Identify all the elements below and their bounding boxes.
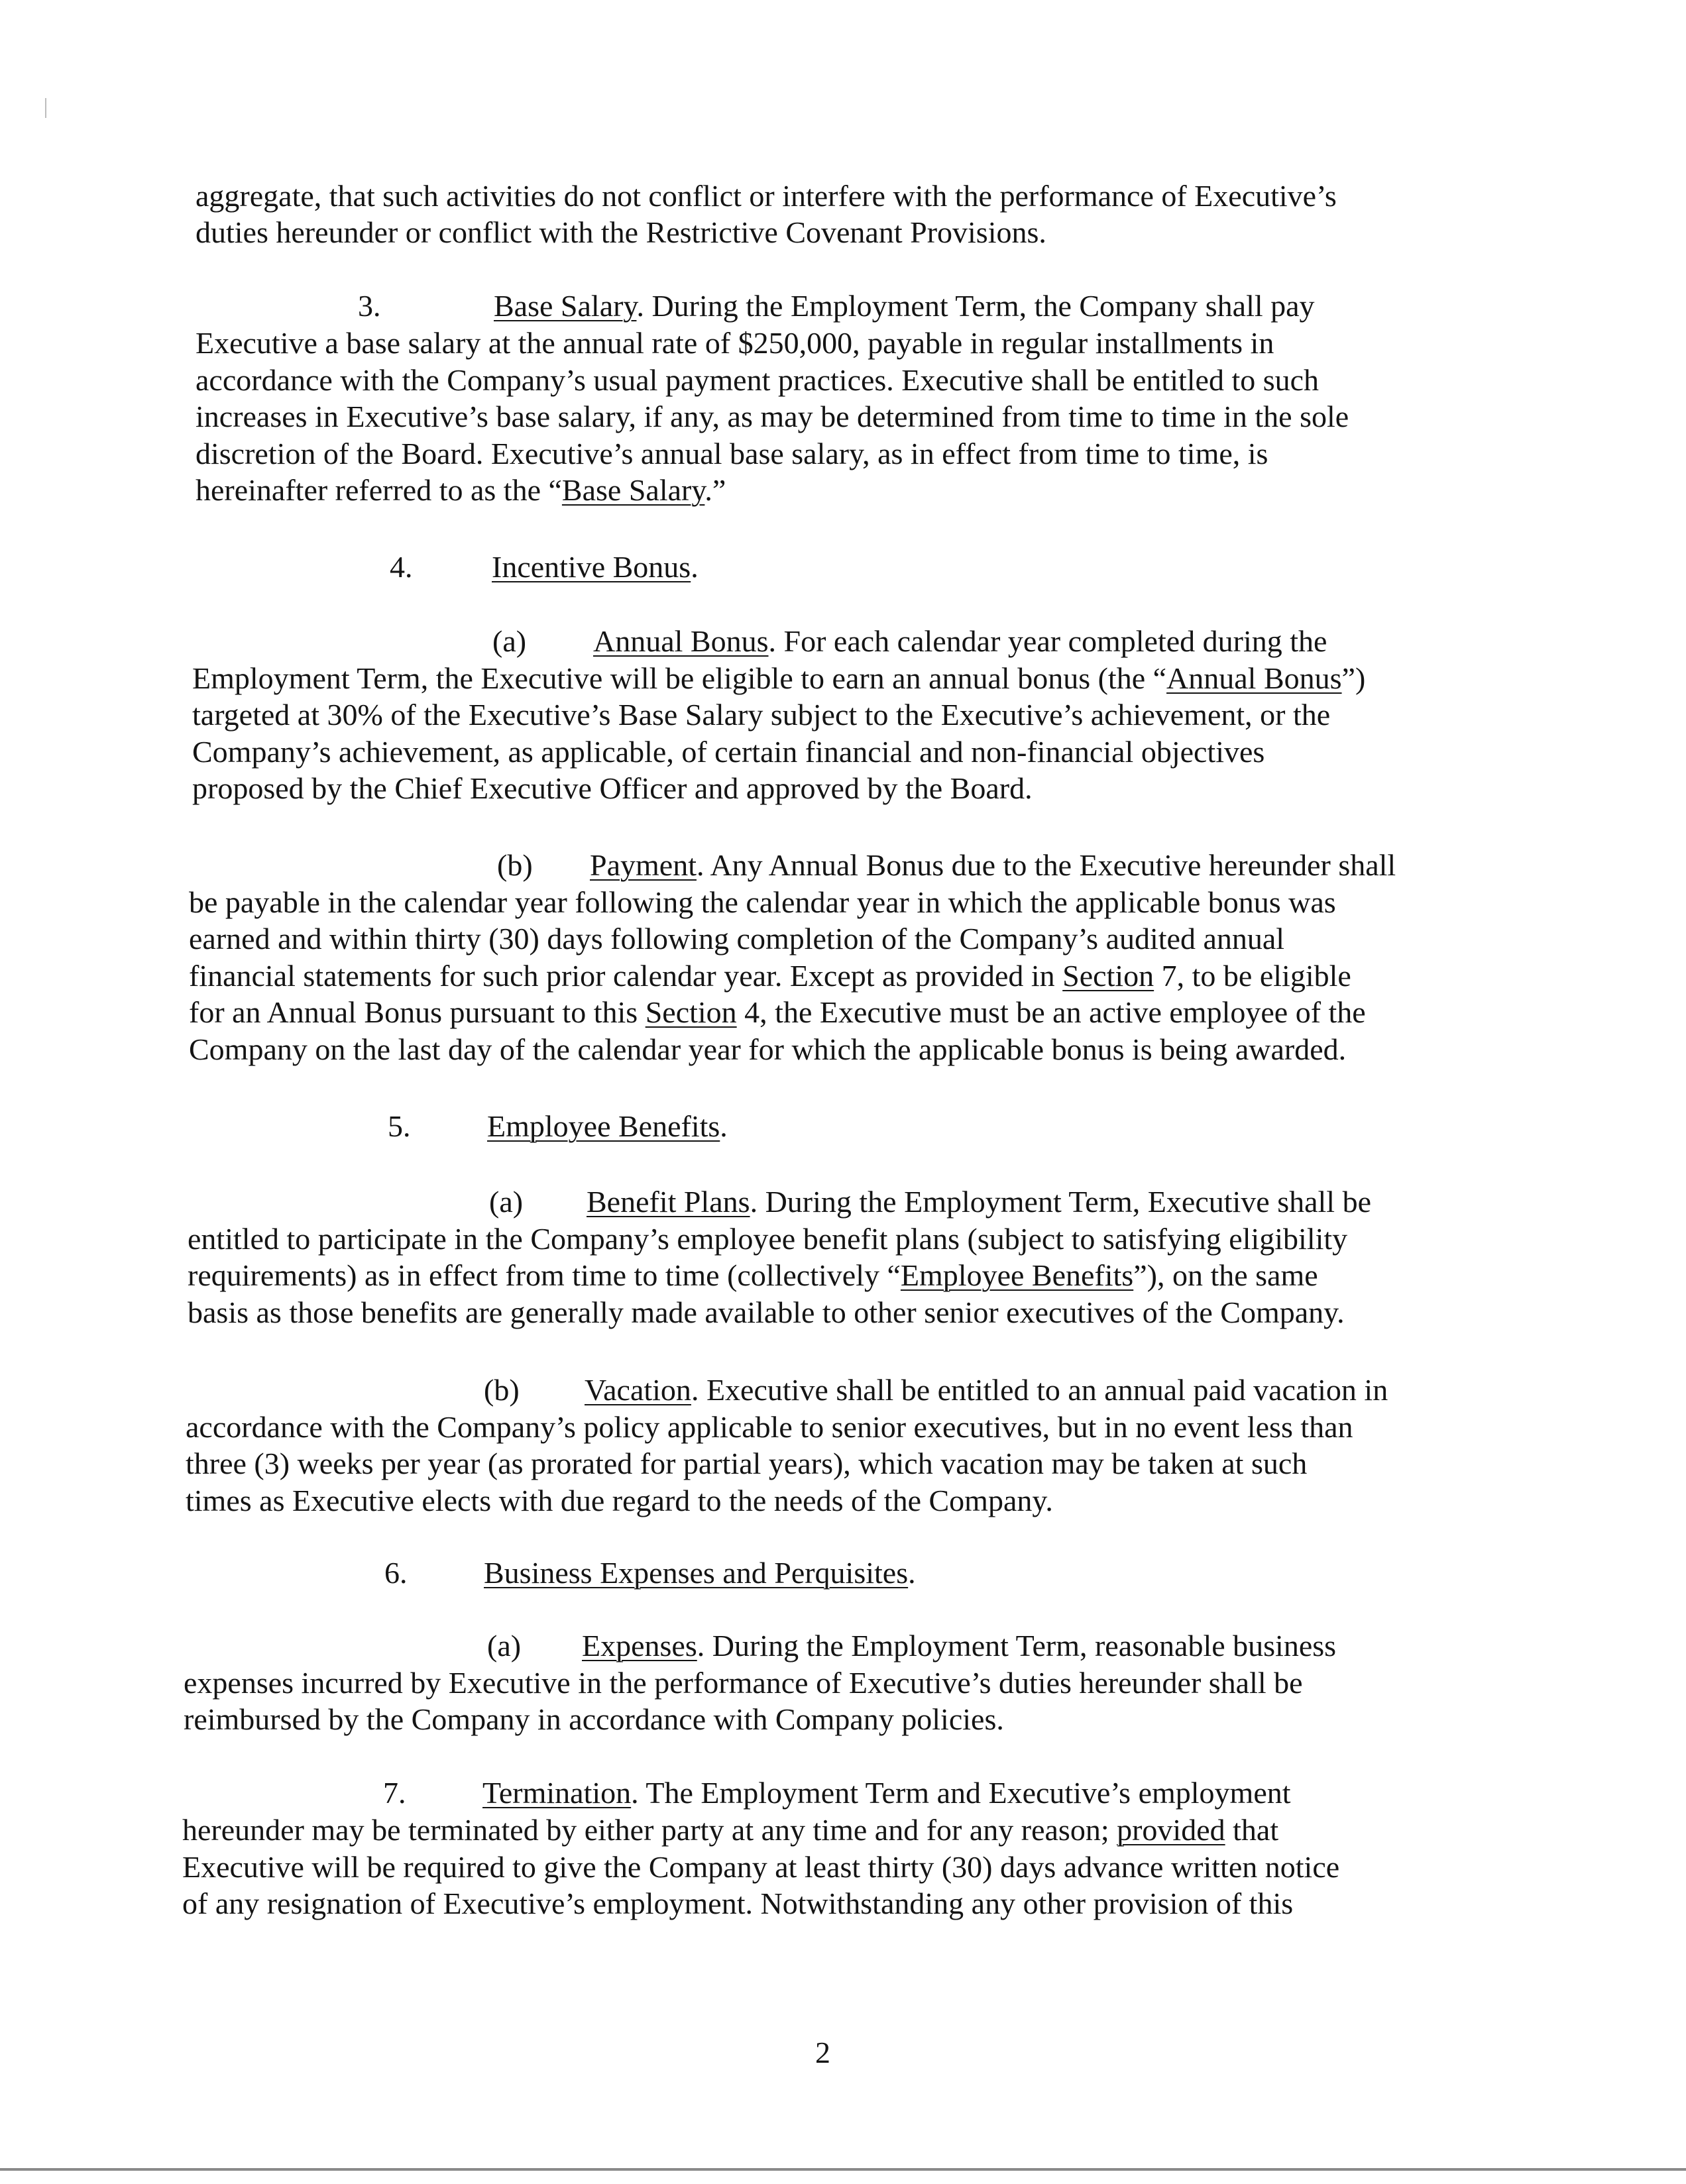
section-reference: Section xyxy=(645,995,737,1029)
text-line: accordance with the Company’s policy applicable to senior executives, but in no event less than xyxy=(186,1410,1353,1444)
text-line xyxy=(189,994,1366,1031)
defined-term: Employee Benefits xyxy=(900,1258,1134,1292)
text-span: . Any Annual Bonus due to the Executive hereunder shall xyxy=(696,848,1396,882)
section-heading xyxy=(487,1108,728,1145)
text-line xyxy=(189,957,1351,995)
subsection-title: Payment xyxy=(590,848,697,882)
section-number: 3. xyxy=(358,289,381,323)
text-line: earned and within thirty (30) days following completion of the Company’s audited annual xyxy=(189,922,1285,956)
text-line: accordance with the Company’s usual payment practices. Executive shall be entitled to such xyxy=(196,363,1320,397)
text-line: times as Executive elects with due regard to the needs of the Company. xyxy=(186,1484,1053,1517)
text-line: entitled to participate in the Company’s employee benefit plans (subject to satisfying eligibility xyxy=(188,1222,1348,1256)
section-reference: Section xyxy=(1062,959,1154,993)
text-span: . During the Employment Term, the Company shall pay xyxy=(636,289,1315,323)
text-line xyxy=(182,1812,1278,1849)
section-title: Employee Benefits xyxy=(487,1109,720,1143)
text-line xyxy=(192,660,1365,697)
defined-term: Base Salary xyxy=(561,473,705,507)
text-span: 7, to be eligible xyxy=(1154,959,1351,993)
text-line: Company on the last day of the calendar year for which the applicable bonus is being awarded. xyxy=(189,1032,1347,1066)
text-span: . xyxy=(691,550,699,584)
section-heading xyxy=(494,288,1315,325)
text-span: that xyxy=(1225,1813,1279,1847)
scan-mark xyxy=(45,98,46,118)
text-span: . xyxy=(908,1556,916,1590)
subsection-label: (a) xyxy=(487,1629,522,1663)
text-line xyxy=(196,472,726,509)
text-span: Employment Term, the Executive will be eligible to earn an annual bonus (the “ xyxy=(192,661,1167,695)
text-line xyxy=(188,1257,1318,1294)
text-line: discretion of the Board. Executive’s annual base salary, as in effect from time to time, is xyxy=(196,437,1268,470)
text-span: for an Annual Bonus pursuant to this xyxy=(189,995,646,1029)
text-line: proposed by the Chief Executive Officer and approved by the Board. xyxy=(192,771,1033,805)
subsection-label: (b) xyxy=(497,848,533,882)
defined-term: Annual Bonus xyxy=(1166,661,1342,695)
text-span: 4, the Executive must be an active employee of the xyxy=(736,995,1366,1029)
section-number: 5. xyxy=(388,1109,411,1143)
text-line: be payable in the calendar year following the calendar year in which the applicable bonus was xyxy=(189,885,1336,919)
subsection-heading xyxy=(582,1627,1336,1665)
text-line: duties hereunder or conflict with the Restrictive Covenant Provisions. xyxy=(196,215,1046,249)
section-title: Base Salary xyxy=(494,289,637,323)
text-span: . During the Employment Term, reasonable business xyxy=(697,1629,1337,1663)
text-line: targeted at 30% of the Executive’s Base Salary subject to the Executive’s achievement, or the xyxy=(192,698,1331,732)
text-line: basis as those benefits are generally made available to other senior executives of the Company. xyxy=(188,1295,1345,1329)
page-number: 2 xyxy=(815,2036,830,2069)
section-title: Incentive Bonus xyxy=(492,550,691,584)
section-heading xyxy=(482,1774,1291,1812)
subsection-heading xyxy=(587,1183,1371,1221)
section-number: 7. xyxy=(383,1776,406,1810)
text-line: of any resignation of Executive’s employment. Notwithstanding any other provision of this xyxy=(182,1886,1294,1920)
subsection-heading xyxy=(593,623,1327,660)
section-heading xyxy=(492,549,699,586)
text-span: . Executive shall be entitled to an annual paid vacation in xyxy=(691,1373,1388,1407)
scan-edge-line xyxy=(0,2168,1686,2171)
text-span: . During the Employment Term, Executive shall be xyxy=(750,1185,1372,1219)
text-line: Executive a base salary at the annual rate of $250,000, payable in regular installments in xyxy=(196,326,1274,360)
section-number: 4. xyxy=(390,550,413,584)
text-span: requirements) as in effect from time to time (collectively “ xyxy=(188,1258,901,1292)
section-heading xyxy=(484,1555,916,1592)
text-line: Company’s achievement, as applicable, of certain financial and non-financial objectives xyxy=(192,735,1265,769)
subsection-label: (a) xyxy=(492,624,527,658)
text-span: . For each calendar year completed during the xyxy=(768,624,1327,658)
section-title: Business Expenses and Perquisites xyxy=(484,1556,909,1590)
text-span: ”), on the same xyxy=(1133,1258,1318,1292)
subsection-title: Vacation xyxy=(585,1373,691,1407)
text-line: three (3) weeks per year (as prorated for partial years), which vacation may be taken at such xyxy=(186,1447,1308,1480)
text-span: hereunder may be terminated by either party at any time and for any reason; xyxy=(182,1813,1117,1847)
text-span: financial statements for such prior calendar year. Except as provided in xyxy=(189,959,1063,993)
text-line: increases in Executive’s base salary, if any, as may be determined from time to time in the sole xyxy=(196,400,1349,433)
text-span: hereinafter referred to as the “ xyxy=(196,473,562,507)
subsection-label: (b) xyxy=(484,1373,520,1407)
defined-term: provided xyxy=(1117,1813,1225,1847)
section-title: Termination xyxy=(482,1776,632,1810)
subsection-label: (a) xyxy=(489,1185,524,1219)
text-span: .” xyxy=(704,473,726,507)
subsection-heading xyxy=(590,847,1396,884)
text-line: reimbursed by the Company in accordance with Company policies. xyxy=(184,1702,1004,1736)
subsection-title: Benefit Plans xyxy=(587,1185,750,1219)
text-line: aggregate, that such activities do not conflict or interfere with the performance of Executive’s xyxy=(196,179,1337,213)
subsection-title: Annual Bonus xyxy=(593,624,769,658)
text-span: ”) xyxy=(1341,661,1366,695)
text-span: . xyxy=(720,1109,728,1143)
section-number: 6. xyxy=(384,1556,408,1590)
text-line: Executive will be required to give the Company at least thirty (30) days advance written notice xyxy=(182,1850,1340,1884)
subsection-heading xyxy=(585,1372,1388,1409)
subsection-title: Expenses xyxy=(582,1629,697,1663)
text-line: expenses incurred by Executive in the performance of Executive’s duties hereunder shall be xyxy=(184,1666,1303,1700)
text-span: . The Employment Term and Executive’s employment xyxy=(631,1776,1291,1810)
